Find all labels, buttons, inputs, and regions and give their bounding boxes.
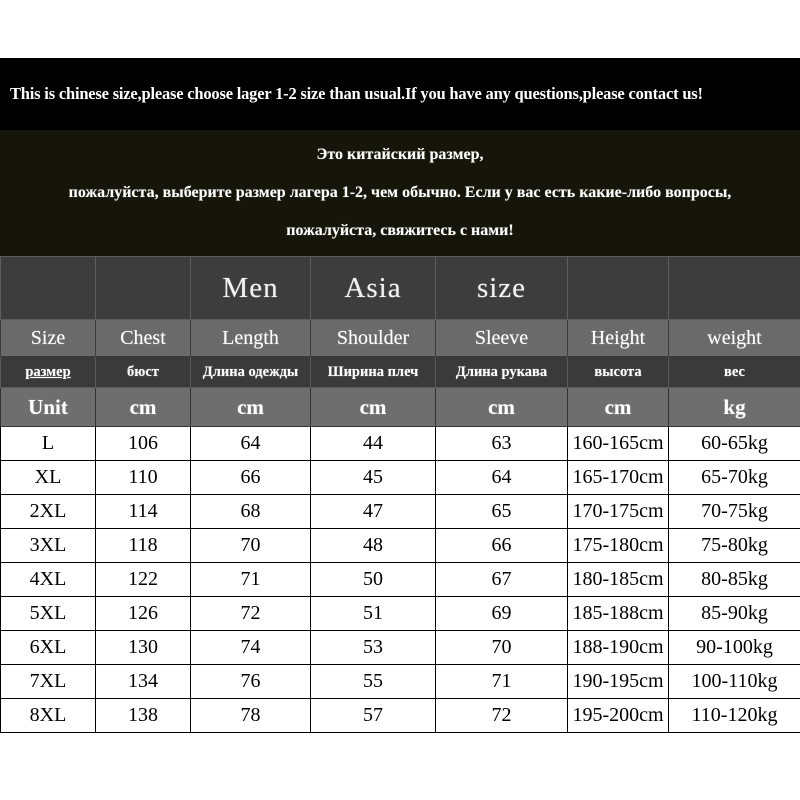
unit-cell-length	[191, 388, 311, 427]
english-notice-text: This is chinese size,please choose lager 1-2 size than usual.If you have any questions,please contact us!	[10, 84, 703, 103]
title-cell-asia	[311, 257, 436, 320]
header-sleeve-label: Sleeve	[474, 326, 529, 349]
unit-cell-weight	[669, 388, 800, 427]
unit-row	[1, 388, 800, 427]
cell-size	[1, 597, 96, 631]
cell-length	[191, 699, 311, 733]
cell-value: 85-90kg	[701, 602, 768, 624]
cell-weight	[669, 563, 800, 597]
header-shoulder	[311, 320, 436, 357]
cell-size	[1, 665, 96, 699]
cell-chest	[96, 529, 191, 563]
title-text-men: Men	[222, 271, 279, 304]
cell-value: 68	[240, 500, 261, 522]
cell-value: 48	[363, 534, 383, 556]
chart-title-row	[1, 257, 800, 320]
table-row	[1, 461, 800, 495]
cell-size	[1, 495, 96, 529]
header-ru-size	[1, 357, 96, 388]
cell-length	[191, 529, 311, 563]
header-chest-label: Chest	[120, 326, 166, 349]
cell-value: 2XL	[29, 500, 67, 522]
cell-value: 53	[363, 636, 383, 658]
cell-height	[568, 597, 669, 631]
unit-cell-size	[1, 388, 96, 427]
cell-value: 130	[128, 636, 158, 658]
table-row	[1, 427, 800, 461]
cell-value: 190-195cm	[572, 670, 664, 692]
header-row-english	[1, 320, 800, 357]
header-length-label: Length	[222, 326, 279, 349]
cell-value: 51	[363, 602, 383, 624]
cell-size	[1, 427, 96, 461]
cell-size	[1, 529, 96, 563]
header-weight	[669, 320, 800, 357]
cell-shoulder	[311, 461, 436, 495]
unit-label-4: cm	[488, 394, 515, 419]
cell-size	[1, 631, 96, 665]
table-row	[1, 699, 800, 733]
cell-weight	[669, 529, 800, 563]
cell-shoulder	[311, 495, 436, 529]
cell-value: 60-65kg	[701, 432, 768, 454]
russian-notice-line-3: пожалуйста, свяжитесь с нами!	[286, 222, 514, 239]
cell-weight	[669, 427, 800, 461]
cell-height	[568, 495, 669, 529]
cell-value: 8XL	[29, 704, 67, 726]
cell-sleeve	[436, 529, 568, 563]
cell-value: 47	[363, 500, 383, 522]
unit-label-6: kg	[723, 394, 746, 419]
cell-chest	[96, 699, 191, 733]
title-cell-men	[191, 257, 311, 320]
cell-value: 72	[240, 602, 261, 624]
header-row-russian	[1, 357, 800, 388]
cell-shoulder	[311, 631, 436, 665]
title-cell-6	[669, 257, 800, 320]
cell-value: 63	[491, 432, 512, 454]
table-row	[1, 597, 800, 631]
table-row	[1, 665, 800, 699]
cell-value: 175-180cm	[572, 534, 664, 556]
cell-value: 165-170cm	[572, 466, 664, 488]
cell-sleeve	[436, 597, 568, 631]
cell-value: 70-75kg	[701, 500, 768, 522]
cell-chest	[96, 631, 191, 665]
header-ru-sleeve-label: Длина рукава	[455, 364, 548, 380]
cell-length	[191, 461, 311, 495]
cell-value: 66	[240, 466, 261, 488]
russian-notice-line-2: пожалуйста, выберите размер лагера 1-2, чем обычно. Если у вас есть какие-либо вопросы,	[68, 184, 732, 201]
unit-cell-sleeve	[436, 388, 568, 427]
cell-value: 122	[128, 568, 158, 590]
cell-value: 75-80kg	[701, 534, 768, 556]
cell-length	[191, 495, 311, 529]
cell-value: 180-185cm	[572, 568, 664, 590]
unit-label-0: Unit	[28, 394, 68, 419]
cell-weight	[669, 495, 800, 529]
cell-value: 106	[128, 432, 158, 454]
cell-value: 45	[363, 466, 383, 488]
top-whitespace	[0, 0, 800, 58]
bottom-whitespace	[0, 733, 800, 799]
header-ru-size-label: размер	[25, 364, 71, 380]
cell-size	[1, 699, 96, 733]
cell-value: 65	[491, 500, 512, 522]
cell-value: 138	[128, 704, 158, 726]
title-cell-size	[436, 257, 568, 320]
cell-value: 118	[128, 534, 158, 556]
cell-value: 110-120kg	[691, 704, 778, 726]
cell-value: 69	[491, 602, 512, 624]
cell-length	[191, 597, 311, 631]
cell-value: 188-190cm	[572, 636, 664, 658]
cell-value: XL	[34, 466, 62, 488]
cell-value: 134	[128, 670, 158, 692]
cell-value: 72	[491, 704, 512, 726]
cell-value: 160-165cm	[572, 432, 664, 454]
cell-shoulder	[311, 597, 436, 631]
header-height-label: Height	[590, 326, 646, 349]
header-weight-label: weight	[707, 326, 762, 349]
cell-chest	[96, 461, 191, 495]
cell-chest	[96, 597, 191, 631]
cell-value: 44	[363, 432, 383, 454]
cell-value: 64	[491, 466, 512, 488]
cell-value: 50	[363, 568, 383, 590]
cell-sleeve	[436, 461, 568, 495]
header-ru-shoulder-label: Ширина плеч	[327, 364, 419, 380]
russian-notice-line-1: Это китайский размер,	[316, 146, 484, 163]
header-size	[1, 320, 96, 357]
cell-value: 90-100kg	[696, 636, 773, 658]
header-sleeve	[436, 320, 568, 357]
cell-value: 64	[240, 432, 261, 454]
title-cell-5	[568, 257, 669, 320]
cell-length	[191, 427, 311, 461]
cell-value: 70	[240, 534, 261, 556]
cell-value: 4XL	[29, 568, 67, 590]
cell-value: 74	[240, 636, 261, 658]
header-size-label: Size	[30, 326, 66, 349]
table-row	[1, 563, 800, 597]
header-ru-shoulder	[311, 357, 436, 388]
cell-shoulder	[311, 529, 436, 563]
cell-value: 185-188cm	[572, 602, 664, 624]
header-ru-sleeve	[436, 357, 568, 388]
title-cell-0	[1, 257, 96, 320]
cell-value: 5XL	[29, 602, 67, 624]
cell-height	[568, 563, 669, 597]
cell-value: 100-110kg	[691, 670, 778, 692]
header-chest	[96, 320, 191, 357]
cell-sleeve	[436, 665, 568, 699]
cell-value: 71	[491, 670, 512, 692]
header-ru-height	[568, 357, 669, 388]
title-text-size: size	[476, 271, 527, 304]
cell-weight	[669, 597, 800, 631]
cell-value: 126	[128, 602, 158, 624]
cell-value: 78	[240, 704, 261, 726]
title-cell-1	[96, 257, 191, 320]
cell-shoulder	[311, 665, 436, 699]
cell-sleeve	[436, 495, 568, 529]
cell-value: 170-175cm	[572, 500, 664, 522]
cell-value: 6XL	[29, 636, 67, 658]
cell-value: 110	[128, 466, 158, 488]
cell-chest	[96, 495, 191, 529]
unit-cell-height	[568, 388, 669, 427]
unit-cell-shoulder	[311, 388, 436, 427]
cell-height	[568, 631, 669, 665]
cell-size	[1, 461, 96, 495]
cell-value: 65-70kg	[701, 466, 768, 488]
unit-label-2: cm	[237, 394, 264, 419]
cell-height	[568, 529, 669, 563]
size-chart-table	[0, 256, 800, 733]
unit-cell-chest	[96, 388, 191, 427]
cell-value: 76	[240, 670, 261, 692]
header-length	[191, 320, 311, 357]
cell-sleeve	[436, 699, 568, 733]
cell-value: 195-200cm	[572, 704, 664, 726]
header-height	[568, 320, 669, 357]
cell-value: 55	[363, 670, 383, 692]
cell-value: 71	[240, 568, 261, 590]
header-ru-length-label: Длина одежды	[202, 364, 299, 380]
title-text-asia: Asia	[344, 271, 402, 304]
cell-height	[568, 699, 669, 733]
cell-length	[191, 563, 311, 597]
cell-sleeve	[436, 427, 568, 461]
table-row	[1, 631, 800, 665]
russian-notice-banner	[0, 130, 800, 256]
table-row	[1, 529, 800, 563]
table-row	[1, 495, 800, 529]
unit-label-1: cm	[129, 394, 157, 419]
cell-chest	[96, 427, 191, 461]
cell-value: 3XL	[29, 534, 67, 556]
cell-shoulder	[311, 427, 436, 461]
header-ru-height-label: высота	[594, 364, 642, 380]
header-ru-weight-label: вес	[724, 364, 745, 380]
cell-height	[568, 427, 669, 461]
cell-value: 80-85kg	[701, 568, 768, 590]
cell-shoulder	[311, 699, 436, 733]
cell-sleeve	[436, 631, 568, 665]
header-ru-weight	[669, 357, 800, 388]
header-ru-chest-label: бюст	[127, 364, 159, 380]
cell-length	[191, 665, 311, 699]
cell-height	[568, 461, 669, 495]
cell-height	[568, 665, 669, 699]
cell-shoulder	[311, 563, 436, 597]
cell-value: 66	[491, 534, 512, 556]
cell-chest	[96, 665, 191, 699]
cell-length	[191, 631, 311, 665]
cell-value: 114	[128, 500, 158, 522]
cell-weight	[669, 699, 800, 733]
cell-weight	[669, 461, 800, 495]
cell-size	[1, 563, 96, 597]
cell-chest	[96, 563, 191, 597]
cell-sleeve	[436, 563, 568, 597]
header-ru-length	[191, 357, 311, 388]
cell-value: 70	[491, 636, 512, 658]
cell-value: 57	[363, 704, 383, 726]
cell-value: L	[41, 432, 55, 454]
cell-value: 7XL	[29, 670, 67, 692]
header-ru-chest	[96, 357, 191, 388]
header-shoulder-label: Shoulder	[336, 326, 410, 349]
cell-weight	[669, 665, 800, 699]
english-notice-banner	[0, 58, 800, 130]
unit-label-5: cm	[604, 394, 632, 419]
unit-label-3: cm	[359, 394, 387, 419]
cell-weight	[669, 631, 800, 665]
cell-value: 67	[491, 568, 512, 590]
